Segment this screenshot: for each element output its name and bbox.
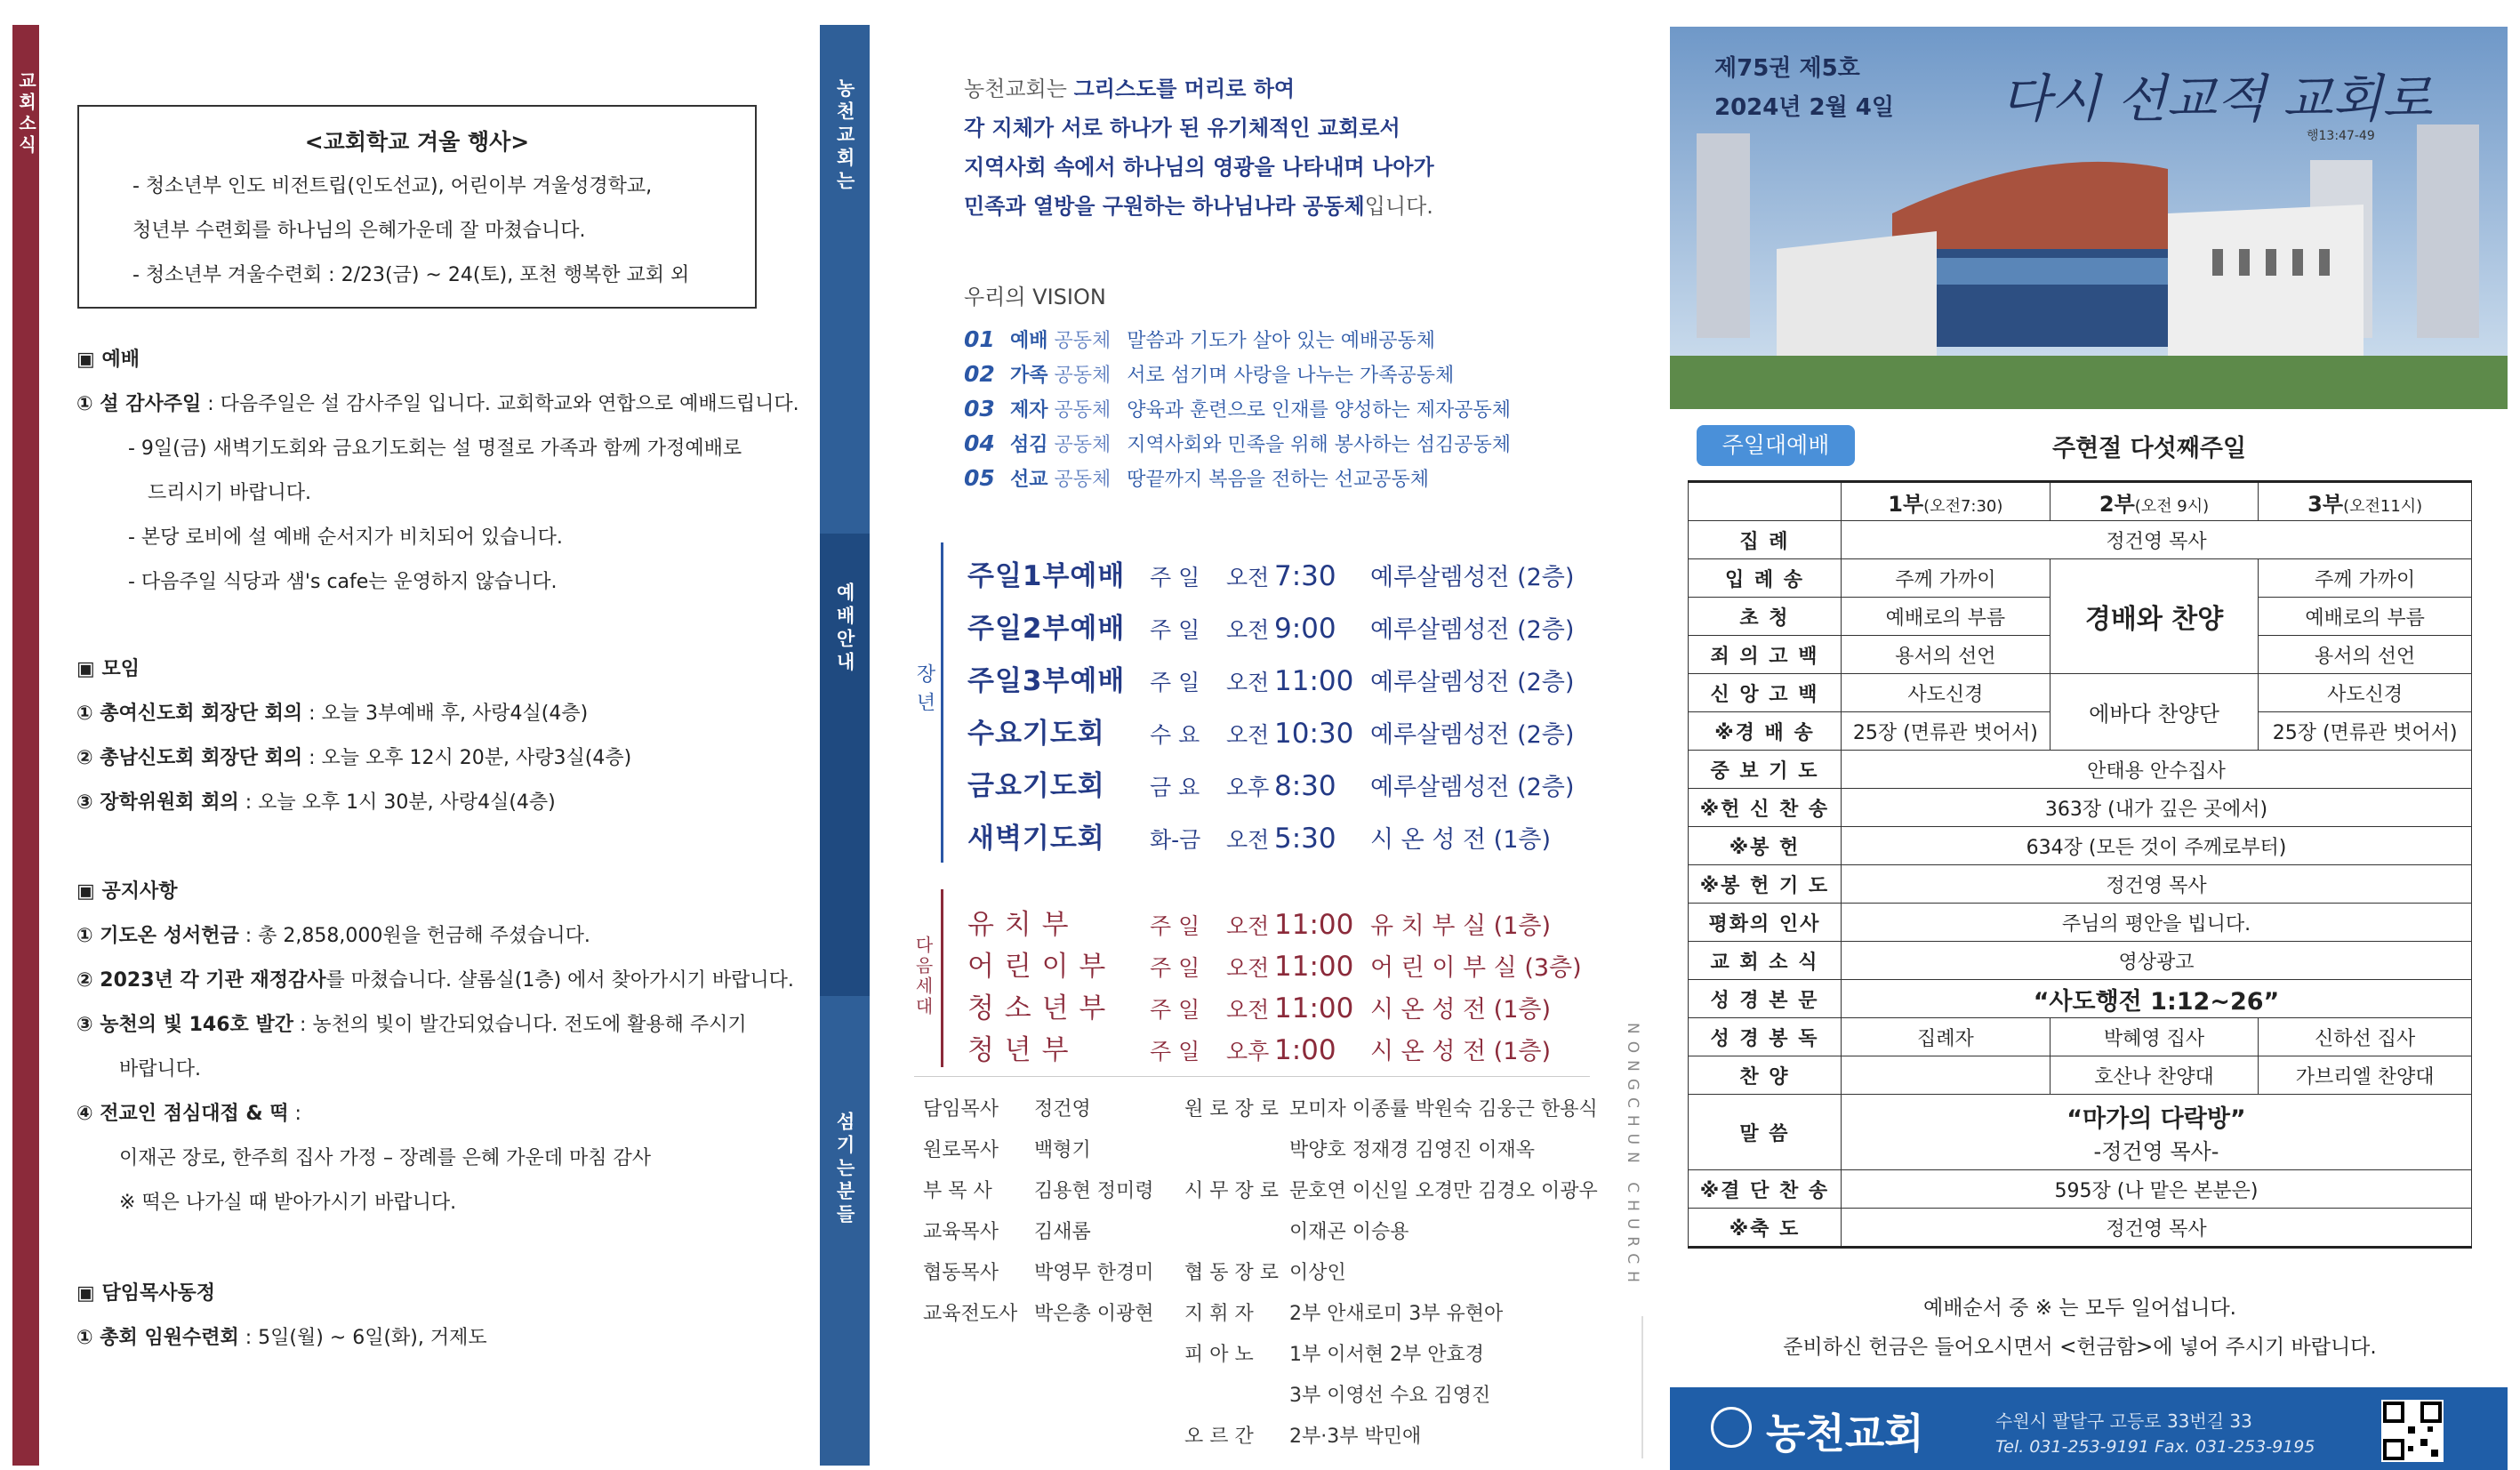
pastor-heading: ▣ 담임목사동정	[76, 1282, 215, 1305]
footer-church-name: 농천교회	[1766, 1410, 1924, 1458]
table-row: ※경 배 송 25장 (면류관 벗어서) 25장 (면류관 벗어서)	[1689, 712, 2472, 751]
motto-title: 다시 선교적 교회로	[2001, 68, 2433, 129]
staff-row: 오 르 간 2부·3부 박민애	[1184, 1426, 1422, 1448]
worship-sub-2: - 본당 로비에 설 예배 순서지가 비치되어 있습니다.	[128, 526, 563, 549]
service-row: 금요기도회 금 요 오후 8:30 예루살렘성전 (2층)	[967, 770, 1575, 802]
table-row: ※축 도 정건영 목사	[1689, 1209, 2472, 1248]
staff-row: 협 동 장 로 이상인	[1184, 1262, 1346, 1284]
notice-item-3: ③ 농천의 빛 146호 발간 : 농천의 빛이 발간되었습니다. 전도에 활용해 주시기	[76, 1014, 747, 1036]
youth-service-row: 어 린 이 부 주 일 오전 11:00 어 린 이 부 실 (3층)	[967, 951, 1582, 983]
standing-note: 예배순서 중 ※ 는 모두 일어섭니다.	[1923, 1297, 2236, 1320]
side-tab-service-guide: 예배안내	[834, 582, 856, 675]
meeting-item: ③ 장학위원회 회의 : 오늘 오후 1시 30분, 사랑4실(4층)	[76, 791, 556, 814]
vision-row: 02 가족 공동체 서로 섬기며 사랑을 나누는 가족공동체	[964, 361, 1455, 387]
worship-heading: ▣ 예배	[76, 349, 140, 371]
intro-line: 각 지체가 서로 하나가 된 유기체적인 교회로서	[964, 116, 1400, 141]
staff-row: 3부 이영선 수요 김영진	[1289, 1385, 1491, 1407]
footer-address: 수원시 팔달구 고등로 33번길 33	[1995, 1410, 2252, 1432]
service-badge: 주일대예배	[1697, 425, 1855, 466]
table-row: ※봉 헌 기 도 정건영 목사	[1689, 865, 2472, 904]
staff-row: 교육목사 김새롬	[923, 1221, 1091, 1243]
table-cell	[1689, 482, 1842, 521]
notice-item-3b: 바랍니다.	[119, 1058, 202, 1080]
staff-row: 교육전도사 박은총 이광현	[923, 1303, 1154, 1325]
staff-row: 부 목 사 김용현 정미령	[923, 1180, 1154, 1202]
vision-row: 03 제자 공동체 양육과 훈련으로 인재를 양성하는 제자공동체	[964, 396, 1512, 422]
worship-order-table	[1688, 480, 2472, 1249]
notices-heading: ▣ 공지사항	[76, 880, 178, 903]
worship-sub-3: - 다음주일 식당과 샘's cafe는 운영하지 않습니다.	[128, 571, 558, 593]
worship-sub-1b: 드리시기 바랍니다.	[148, 482, 312, 504]
vision-row: 04 섬김 공동체 지역사회와 민족을 위해 봉사하는 섬김공동체	[964, 430, 1512, 456]
sunday-title: 주현절 다섯째주일	[2052, 435, 2247, 462]
table-header-cell: 3부(오전11시)	[2259, 482, 2472, 521]
service-row: 주일2부예배 주 일 오전 9:00 예루살렘성전 (2층)	[967, 613, 1575, 645]
notice-item-4b: 이재곤 장로, 한주희 집사 가정 – 장례를 은혜 가운데 마침 감사	[119, 1147, 651, 1169]
side-tab-church-news	[12, 71, 39, 157]
intro-line: 농천교회는 그리스도를 머리로 하여	[964, 76, 1296, 101]
side-tab-text: 교회소식	[15, 71, 37, 157]
side-tab-servers: 섬기는분들	[834, 1112, 856, 1227]
table-header-cell: 1부(오전7:30)	[1841, 482, 2050, 521]
youth-service-row: 청 소 년 부 주 일 오전 11:00 시 온 성 전 (1층)	[967, 992, 1551, 1024]
meeting-item: ② 총남신도회 회장단 회의 : 오늘 오후 12시 20분, 사랑3실(4층)	[76, 747, 632, 769]
table-header-row	[1689, 482, 2472, 521]
fold-line	[1641, 1316, 1643, 1458]
vision-row: 01 예배 공동체 말씀과 기도가 살아 있는 예배공동체	[964, 326, 1436, 352]
church-logo-icon	[1711, 1407, 1752, 1448]
notice-item-4: ④ 전교인 점심대접 & 떡 :	[76, 1103, 301, 1125]
service-row: 주일3부예배 주 일 오전 11:00 예루살렘성전 (2층)	[967, 665, 1575, 697]
staff-row: 협동목사 박영무 한경미	[923, 1262, 1154, 1284]
staff-row: 박양호 정재경 김영진 이재옥	[1289, 1139, 1536, 1161]
next-gen-divider	[941, 889, 943, 1067]
table-row: 집 례 정건영 목사	[1689, 521, 2472, 559]
staff-row: 원 로 장 로 모미자 이종률 박원숙 김웅근 한용식	[1184, 1098, 1598, 1121]
motto-reference: 행13:47-49	[2307, 129, 2375, 143]
adult-label: 장년	[913, 663, 935, 720]
footer-bar	[1670, 1387, 2508, 1470]
table-row: ※헌 신 찬 송 363장 (내가 깊은 곳에서)	[1689, 789, 2472, 827]
footer-tel: Tel. 031-253-9191 Fax. 031-253-9195	[1995, 1437, 2315, 1457]
staff-row: 피 아 노 1부 이서현 2부 안효경	[1184, 1344, 1484, 1366]
table-row: 찬 양 호산나 찬양대 가브리엘 찬양대	[1689, 1056, 2472, 1095]
youth-service-row: 청 년 부 주 일 오후 1:00 시 온 성 전 (1층)	[967, 1034, 1551, 1066]
notice-item-2: ② 2023년 각 기관 재정감사를 마쳤습니다. 샬롬실(1층) 에서 찾아가시기 바랍니다.	[76, 969, 794, 992]
table-row: ※봉 헌 634장 (모든 것이 주께로부터)	[1689, 827, 2472, 865]
notice-item-1: ① 기도온 성서헌금 : 총 2,858,000원을 헌금해 주셨습니다.	[76, 925, 590, 947]
events-line-2: 청년부 수련회를 하나님의 은혜가운데 잘 마쳤습니다.	[132, 220, 586, 242]
table-row: 교 회 소 식 영상광고	[1689, 942, 2472, 980]
side-tab-intro: 농천교회는	[834, 78, 856, 194]
issue-date: 2024년 2월 4일	[1714, 94, 1894, 121]
service-row: 수요기도회 수 요 오전 10:30 예루살렘성전 (2층)	[967, 718, 1575, 750]
table-row: 평화의 인사 주님의 평안을 빕니다.	[1689, 904, 2472, 942]
offering-note: 준비하신 헌금은 들어오시면서 <헌금함>에 넣어 주시기 바랍니다.	[1783, 1336, 2377, 1359]
pastor-item: ① 총회 임원수련회 : 5일(월) ~ 6일(화), 거제도	[76, 1327, 487, 1349]
notices-section	[76, 870, 823, 1225]
intro-line: 지역사회 속에서 하나님의 영광을 나타내며 나아가	[964, 155, 1434, 180]
meetings-heading: ▣ 모임	[76, 658, 140, 680]
table-row: 성 경 본 문 “사도행전 1:12~26”	[1689, 980, 2472, 1018]
service-row: 주일1부예배 주 일 오전 7:30 예루살렘성전 (2층)	[967, 560, 1575, 592]
qr-code-icon	[2381, 1400, 2444, 1462]
staff-row: 이재곤 이승용	[1289, 1221, 1409, 1243]
service-row: 새벽기도회 화-금 오전 5:30 시 온 성 전 (1층)	[967, 823, 1551, 855]
table-row: 말 씀 “마가의 다락방” -정건영 목사-	[1689, 1095, 2472, 1170]
left-side-bar	[12, 25, 39, 1466]
vertical-english-text: NONGCHUN CHURCH	[1624, 1023, 1641, 1289]
worship-sub-1: - 9일(금) 새벽기도회와 금요기도회는 설 명절로 가족과 함께 가정예배로	[128, 438, 742, 460]
meeting-item: ① 총여신도회 회장단 회의 : 오늘 3부예배 후, 사랑4실(4층)	[76, 703, 589, 725]
intro-line: 민족과 열방을 구원하는 하나님나라 공동체입니다.	[964, 194, 1433, 219]
staff-row: 시 무 장 로 문호연 이신일 오경만 김경오 이광우	[1184, 1180, 1598, 1202]
pastor-section	[76, 1272, 823, 1361]
worship-item-1: ① 설 감사주일 : 다음주일은 설 감사주일 입니다. 교회학교와 연합으로 예배드립니다.	[76, 393, 799, 415]
table-row: 초 청 예배로의 부름 예배로의 부름	[1689, 598, 2472, 636]
events-line-3: - 청소년부 겨울수련회 : 2/23(금) ~ 24(토), 포천 행복한 교회 외	[132, 264, 690, 286]
adult-divider	[941, 542, 943, 863]
table-row: 중 보 기 도 안태용 안수집사	[1689, 751, 2472, 789]
table-row: ※결 단 찬 송 595장 (나 맡은 본분은)	[1689, 1170, 2472, 1209]
staff-row: 원로목사 백형기	[923, 1139, 1091, 1161]
staff-row: 지 휘 자 2부 안새로미 3부 유현아	[1184, 1303, 1504, 1325]
table-row: 성 경 봉 독 집례자 박혜영 집사 신하선 집사	[1689, 1018, 2472, 1056]
intro-text	[964, 69, 1434, 226]
youth-service-row: 유 치 부 주 일 오전 11:00 유 치 부 실 (1층)	[967, 909, 1551, 941]
table-row: 입 례 송 주께 가까이 경배와 찬양 주께 가까이	[1689, 559, 2472, 598]
volume-number: 제75권 제5호	[1714, 55, 1860, 82]
notice-item-4c: ※ 떡은 나가실 때 받아가시기 바랍니다.	[119, 1192, 457, 1214]
table-row: 죄 의 고 백 용서의 선언 용서의 선언	[1689, 636, 2472, 674]
meetings-section	[76, 647, 823, 825]
vision-row: 05 선교 공동체 땅끝까지 복음을 전하는 선교공동체	[964, 465, 1430, 491]
next-gen-label: 다음세대	[912, 936, 934, 1017]
events-box	[77, 105, 757, 309]
events-box-title: <교회학교 겨울 행사>	[304, 129, 530, 155]
table-header-cell: 2부(오전 9시)	[2050, 482, 2259, 521]
table-row: 신 앙 고 백 사도신경 에바다 찬양단 사도신경	[1689, 674, 2472, 712]
worship-section	[76, 338, 823, 605]
events-line-1: - 청소년부 인도 비전트립(인도선교), 어린이부 겨울성경학교,	[132, 175, 653, 197]
vision-title: 우리의 VISION	[964, 285, 1106, 309]
staff-row: 담임목사 정건영	[923, 1098, 1091, 1121]
staff-separator	[914, 1076, 1590, 1077]
